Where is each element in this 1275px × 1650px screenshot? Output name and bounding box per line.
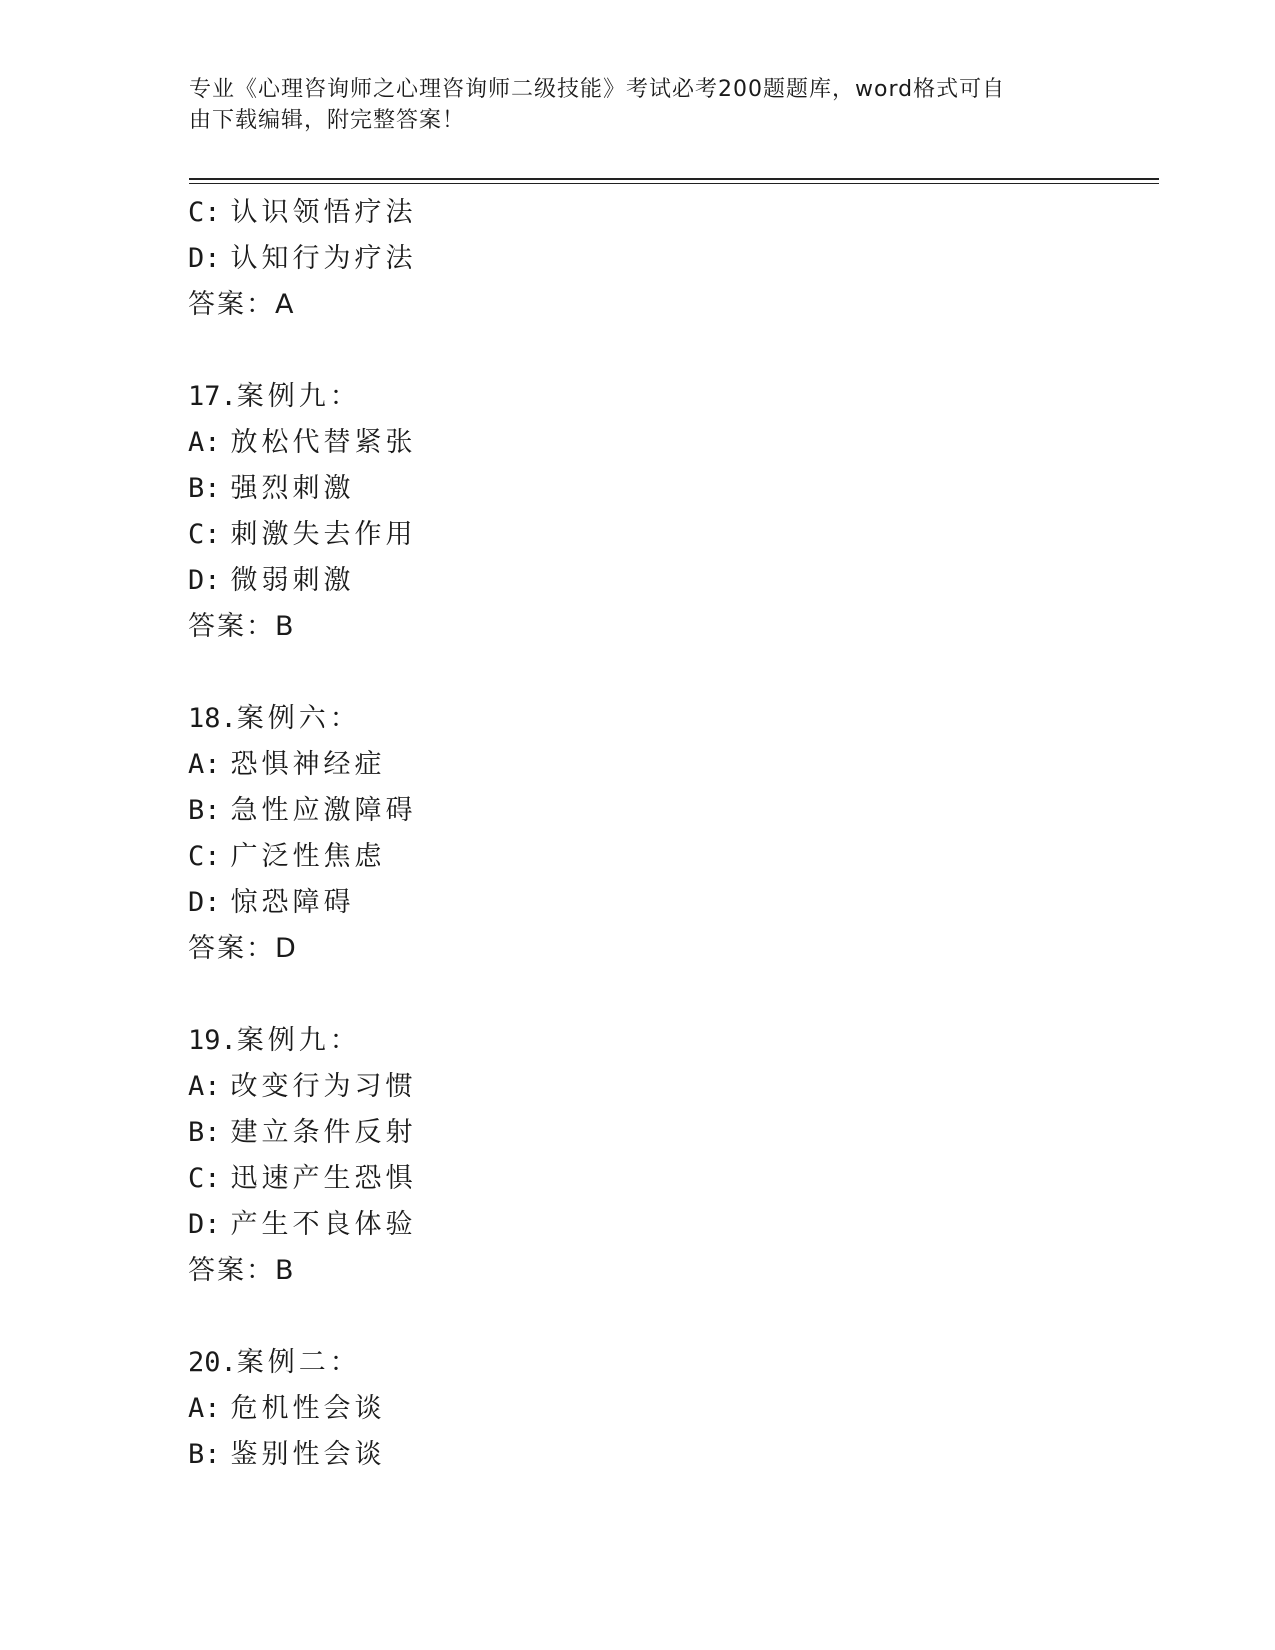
option-key: A: [188, 1071, 221, 1102]
answer-row [188, 926, 1148, 972]
question-number: 20. [188, 1347, 237, 1378]
question-stem [188, 1340, 1148, 1386]
option-key: D: [188, 1209, 221, 1240]
option-text: 放松代替紧张 [230, 427, 417, 458]
option-text: 强烈刺激 [230, 473, 355, 504]
option-text: 迅速产生恐惧 [230, 1163, 417, 1194]
option-row [188, 788, 1148, 834]
option-text: 改变行为习惯 [230, 1071, 417, 1102]
answer-label: 答案： [188, 933, 275, 964]
option-row [188, 466, 1148, 512]
header-divider-thick [189, 178, 1159, 180]
option-row [188, 420, 1148, 466]
option-row [188, 1110, 1148, 1156]
option-row [188, 190, 1148, 236]
option-key: B: [188, 795, 221, 826]
option-key: A: [188, 427, 221, 458]
option-key: C: [188, 197, 221, 228]
question-text: 案例二： [236, 1347, 361, 1378]
question-stem [188, 1018, 1148, 1064]
document-header [189, 74, 1089, 136]
question-stem [188, 374, 1148, 420]
question-number: 19. [188, 1025, 237, 1056]
option-key: D: [188, 565, 221, 596]
option-text: 认识领悟疗法 [230, 197, 417, 228]
question-text: 案例九： [236, 381, 361, 412]
option-text: 认知行为疗法 [230, 243, 417, 274]
option-row [188, 834, 1148, 880]
answer-value: D [275, 933, 296, 964]
answer-label: 答案： [188, 1255, 275, 1286]
answer-value: B [275, 1255, 294, 1286]
answer-value: B [275, 611, 294, 642]
answer-row [188, 604, 1148, 650]
option-key: A: [188, 1393, 221, 1424]
option-text: 鉴别性会谈 [230, 1439, 386, 1470]
option-text: 惊恐障碍 [230, 887, 355, 918]
question-text: 案例六： [236, 703, 361, 734]
header-line-1: 专业《心理咨询师之心理咨询师二级技能》考试必考200题题库，word格式可自 [189, 77, 1006, 102]
option-text: 恐惧神经症 [230, 749, 386, 780]
option-text: 微弱刺激 [230, 565, 355, 596]
answer-label: 答案： [188, 611, 275, 642]
question-list [188, 190, 1148, 1478]
option-row [188, 1064, 1148, 1110]
header-line-2: 由下载编辑，附完整答案！ [189, 108, 466, 133]
option-row [188, 1432, 1148, 1478]
header-divider-thin [189, 183, 1159, 184]
option-key: B: [188, 473, 221, 504]
option-key: A: [188, 749, 221, 780]
answer-row [188, 282, 1148, 328]
option-text: 产生不良体验 [230, 1209, 417, 1240]
option-row [188, 1202, 1148, 1248]
question-number: 18. [188, 703, 237, 734]
option-text: 广泛性焦虑 [230, 841, 386, 872]
answer-value: A [275, 289, 294, 320]
option-row [188, 742, 1148, 788]
option-row [188, 880, 1148, 926]
option-text: 建立条件反射 [230, 1117, 417, 1148]
question-stem [188, 696, 1148, 742]
option-key: C: [188, 519, 221, 550]
option-text: 刺激失去作用 [230, 519, 417, 550]
answer-row [188, 1248, 1148, 1294]
option-row [188, 558, 1148, 604]
option-text: 急性应激障碍 [230, 795, 417, 826]
option-key: D: [188, 243, 221, 274]
option-key: C: [188, 841, 221, 872]
question-number: 17. [188, 381, 237, 412]
option-row [188, 1386, 1148, 1432]
option-key: D: [188, 887, 221, 918]
answer-label: 答案： [188, 289, 275, 320]
question-text: 案例九： [236, 1025, 361, 1056]
option-key: B: [188, 1439, 221, 1470]
option-text: 危机性会谈 [230, 1393, 386, 1424]
option-key: C: [188, 1163, 221, 1194]
option-key: B: [188, 1117, 221, 1148]
option-row [188, 1156, 1148, 1202]
option-row [188, 512, 1148, 558]
option-row [188, 236, 1148, 282]
